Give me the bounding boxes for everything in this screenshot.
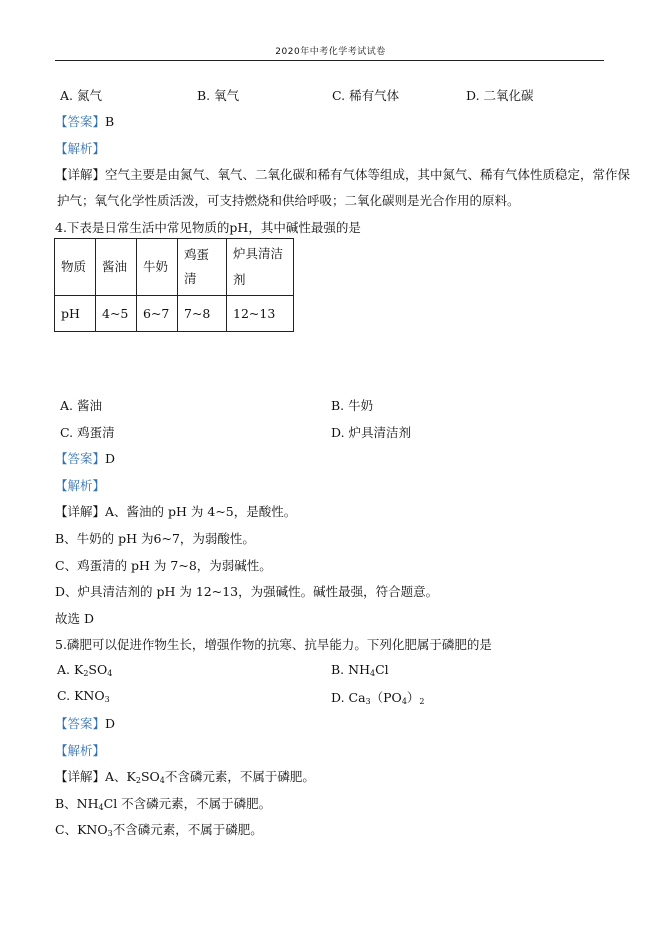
q4-analysis-tag: 【解析】 — [55, 478, 106, 493]
detail-text: 不含磷元素，不属于磷肥。 — [164, 769, 315, 784]
option-text: C. KNO — [57, 688, 105, 703]
table-cell: 6~7 — [137, 296, 178, 332]
q4-conclusion: 故选 D — [55, 611, 94, 626]
table-row — [55, 239, 294, 296]
q4-answer — [55, 449, 115, 467]
q4-detail-line1 — [55, 502, 296, 520]
table-cell: 4~5 — [96, 296, 137, 332]
detail-text: Cl 不含磷元素，不属于磷肥。 — [103, 796, 272, 811]
table-cell: 12~13 — [227, 296, 294, 332]
subscript: 3 — [365, 697, 371, 706]
q3-answer — [55, 112, 114, 130]
table-cell: 牛奶 — [137, 239, 178, 296]
answer-value: B — [105, 114, 115, 129]
detail-tag: 【详解】 — [55, 504, 106, 519]
detail-text: 空气主要是由氮气、氧气、二氧化碳和稀有气体等组成，其中氮气、稀有气体性质稳定，常作保 — [105, 167, 631, 182]
answer-value: D — [105, 451, 116, 466]
page-header: 2020年中考化学考试试卷 — [275, 47, 386, 57]
subscript: 4 — [98, 803, 104, 812]
table-cell: 炉具清洁剂 — [227, 239, 294, 296]
q5-detail-line1 — [55, 767, 315, 785]
q4-option-d: D. 炉具清洁剂 — [331, 425, 412, 440]
q3-detail-line2: 护气；氧气化学性质活泼，可支持燃烧和供给呼吸；二氧化碳则是光合作用的原料。 — [57, 193, 520, 208]
table-cell: 7~8 — [178, 296, 227, 332]
q5-answer — [55, 714, 115, 732]
table-row — [55, 296, 294, 332]
q4-stem: 4.下表是日常生活中常见物质的pH，其中碱性最强的是 — [55, 220, 361, 235]
option-text: SO — [88, 662, 108, 677]
table-cell: pH — [55, 296, 96, 332]
subscript: 2 — [135, 776, 141, 785]
q5-option-c — [57, 688, 110, 704]
option-text: D. Ca — [331, 690, 366, 705]
detail-tag: 【详解】 — [55, 167, 106, 182]
detail-tag: 【详解】 — [55, 769, 106, 784]
q3-option-c: C. 稀有气体 — [332, 88, 400, 103]
header-rule — [55, 60, 604, 61]
q5-option-a — [57, 662, 112, 678]
subscript: 2 — [83, 669, 89, 678]
q4-detail-line4: D、炉具清洁剂的 pH 为 12~13，为强碱性。碱性最强，符合题意。 — [55, 584, 439, 599]
q5-option-b — [331, 662, 389, 678]
detail-text: 不含磷元素，不属于磷肥。 — [112, 822, 263, 837]
detail-text: SO — [140, 769, 160, 784]
subscript: 4 — [369, 669, 376, 678]
q4-option-b: B. 牛奶 — [331, 398, 374, 413]
q5-detail-line2 — [55, 794, 271, 812]
q5-option-d — [331, 688, 425, 706]
table-cell: 鸡蛋清 — [178, 239, 227, 296]
detail-text: B、NH — [55, 796, 99, 811]
q3-option-b: B. 氧气 — [197, 88, 240, 103]
answer-tag: 【答案】 — [55, 451, 106, 466]
detail-text: A、酱油的 pH 为 4~5，是酸性。 — [105, 504, 297, 519]
ph-table — [54, 238, 294, 332]
q4-option-a: A. 酱油 — [60, 398, 102, 413]
q4-detail-line2: B、牛奶的 pH 为6~7，为弱酸性。 — [55, 531, 255, 546]
table-cell: 酱油 — [96, 239, 137, 296]
q5-stem: 5.磷肥可以促进作物生长，增强作物的抗寒、抗旱能力。下列化肥属于磷肥的是 — [55, 637, 492, 652]
subscript: 3 — [104, 695, 110, 704]
q3-option-d: D. 二氧化碳 — [466, 88, 534, 103]
option-text: B. NH — [331, 662, 370, 677]
q3-option-a: A. 氮气 — [60, 88, 102, 103]
table-cell: 物质 — [55, 239, 96, 296]
detail-text: C、KNO — [55, 822, 108, 837]
option-text: ） — [406, 690, 420, 705]
subscript: 4 — [401, 697, 407, 706]
subscript: 4 — [159, 776, 165, 785]
answer-tag: 【答案】 — [55, 114, 106, 129]
subscript: 3 — [107, 829, 113, 838]
option-text: （PO — [370, 690, 402, 705]
q3-detail-line1 — [55, 165, 630, 183]
q4-option-c: C. 鸡蛋清 — [60, 425, 115, 440]
option-text: Cl — [375, 662, 389, 677]
q5-analysis-tag: 【解析】 — [55, 743, 106, 758]
q3-analysis-tag: 【解析】 — [55, 141, 106, 156]
subscript: 2 — [419, 697, 425, 706]
q4-detail-line3: C、鸡蛋清的 pH 为 7~8，为弱碱性。 — [55, 558, 272, 573]
q5-detail-line3 — [55, 820, 263, 838]
subscript: 4 — [107, 669, 113, 678]
detail-text: A、K — [105, 769, 136, 784]
option-text: A. K — [57, 662, 84, 677]
answer-value: D — [105, 716, 116, 731]
answer-tag: 【答案】 — [55, 716, 106, 731]
